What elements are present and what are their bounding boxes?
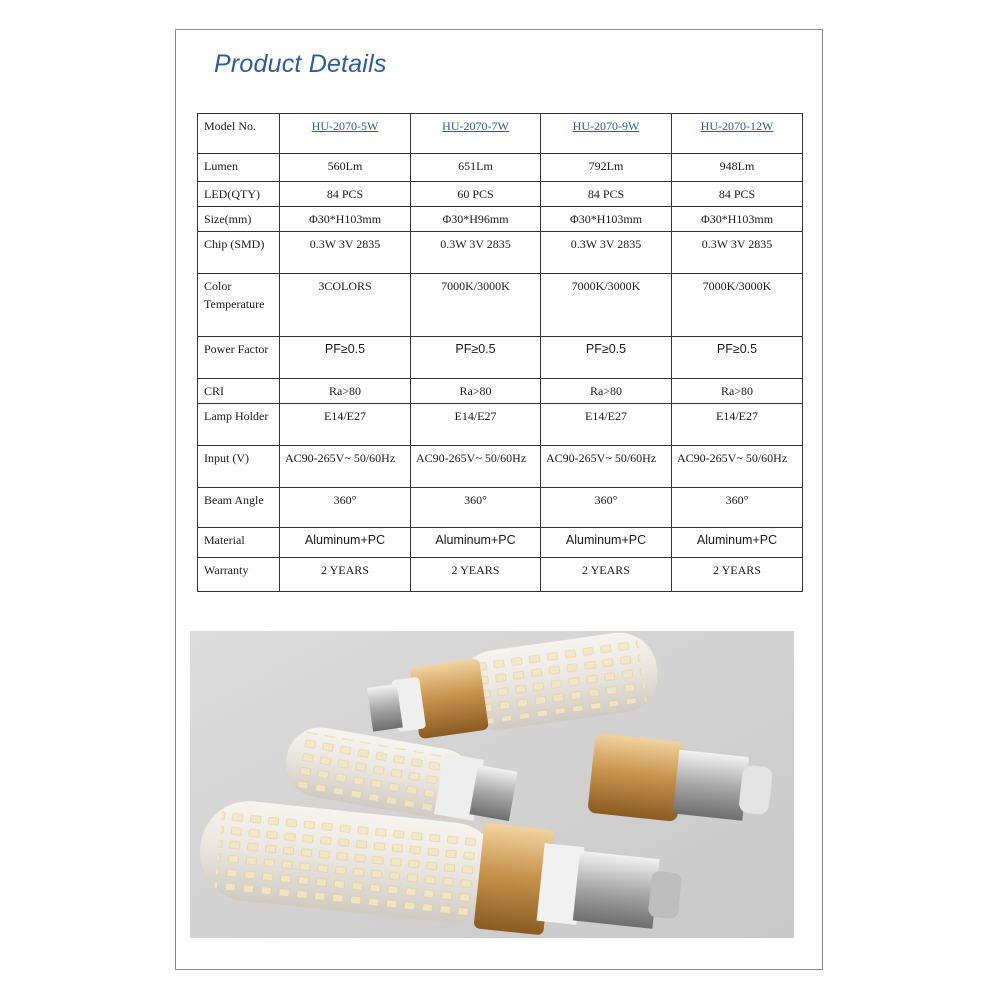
cell-value: Φ30*H103mm [672, 207, 803, 232]
cell-value: 7000K/3000K [672, 274, 803, 337]
cell-value: E14/E27 [411, 404, 541, 446]
row-label: Size(mm) [198, 207, 280, 232]
cell-value: PF≥0.5 [411, 337, 541, 379]
row-label: CRI [198, 379, 280, 404]
row-label: Chip (SMD) [198, 232, 280, 274]
cell-value: 792Lm [541, 154, 672, 182]
cell-value: 7000K/3000K [411, 274, 541, 337]
cell-value: 360° [541, 488, 672, 528]
table-row-chip [198, 232, 803, 274]
cell-value: AC90-265V~ 50/60Hz [280, 446, 411, 488]
cell-value: 84 PCS [280, 182, 411, 207]
table-row-lumen [198, 154, 803, 182]
page-title: Product Details [214, 50, 387, 78]
table-row-led-qty [198, 182, 803, 207]
cell-value: 360° [411, 488, 541, 528]
cell-value: AC90-265V~ 50/60Hz [411, 446, 541, 488]
cell-value: 360° [280, 488, 411, 528]
cell-value: Aluminum+PC [280, 528, 411, 558]
row-label: Input (V) [198, 446, 280, 488]
cell-value: 84 PCS [541, 182, 672, 207]
cell-value: Ra>80 [672, 379, 803, 404]
row-label: Model No. [198, 114, 280, 154]
row-label: Power Factor [198, 337, 280, 379]
row-label: LED(QTY) [198, 182, 280, 207]
cell-value: Aluminum+PC [541, 528, 672, 558]
table-row-color-temperature [198, 274, 803, 337]
cell-value: 60 PCS [411, 182, 541, 207]
table-row-model [198, 114, 803, 154]
cell-value: 651Lm [411, 154, 541, 182]
row-label: Beam Angle [198, 488, 280, 528]
cell-value: Ra>80 [280, 379, 411, 404]
cell-value: PF≥0.5 [672, 337, 803, 379]
cell-value: 7000K/3000K [541, 274, 672, 337]
cell-value: 0.3W 3V 2835 [411, 232, 541, 274]
cell-value: 2 YEARS [411, 558, 541, 592]
row-label: Warranty [198, 558, 280, 592]
table-row-warranty [198, 558, 803, 592]
row-label: Color Temperature [198, 274, 280, 337]
row-label: Lumen [198, 154, 280, 182]
table-row-cri [198, 379, 803, 404]
cell-value: Aluminum+PC [411, 528, 541, 558]
cell-value: Φ30*H96mm [411, 207, 541, 232]
cell-value: 2 YEARS [672, 558, 803, 592]
table-row-beam-angle [198, 488, 803, 528]
cell-value: E14/E27 [672, 404, 803, 446]
row-label: Material [198, 528, 280, 558]
table-row-size [198, 207, 803, 232]
cell-value: 560Lm [280, 154, 411, 182]
spec-table [197, 113, 803, 592]
table-row-material [198, 528, 803, 558]
model-link[interactable]: HU-2070-5W [311, 119, 379, 133]
product-photo [190, 631, 794, 938]
cell-value: 2 YEARS [541, 558, 672, 592]
cell-value: Aluminum+PC [672, 528, 803, 558]
cell-value: 84 PCS [672, 182, 803, 207]
cell-value: Φ30*H103mm [280, 207, 411, 232]
model-link[interactable]: HU-2070-12W [700, 119, 774, 133]
cell-value: PF≥0.5 [280, 337, 411, 379]
cell-value: Ra>80 [541, 379, 672, 404]
cell-value: 3COLORS [280, 274, 411, 337]
table-row-lamp-holder [198, 404, 803, 446]
cell-value: 948Lm [672, 154, 803, 182]
cell-value: AC90-265V~ 50/60Hz [541, 446, 672, 488]
table-row-power-factor [198, 337, 803, 379]
cell-value: PF≥0.5 [541, 337, 672, 379]
cell-value: E14/E27 [280, 404, 411, 446]
model-link[interactable]: HU-2070-9W [572, 119, 640, 133]
model-link[interactable]: HU-2070-7W [442, 119, 509, 133]
cell-value: Ra>80 [411, 379, 541, 404]
cell-value: 0.3W 3V 2835 [672, 232, 803, 274]
cell-value: Φ30*H103mm [541, 207, 672, 232]
cell-value: E14/E27 [541, 404, 672, 446]
cell-value: AC90-265V~ 50/60Hz [672, 446, 803, 488]
cell-value: 360° [672, 488, 803, 528]
table-row-input-voltage [198, 446, 803, 488]
cell-value: 2 YEARS [280, 558, 411, 592]
row-label: Lamp Holder [198, 404, 280, 446]
cell-value: 0.3W 3V 2835 [280, 232, 411, 274]
cell-value: 0.3W 3V 2835 [541, 232, 672, 274]
